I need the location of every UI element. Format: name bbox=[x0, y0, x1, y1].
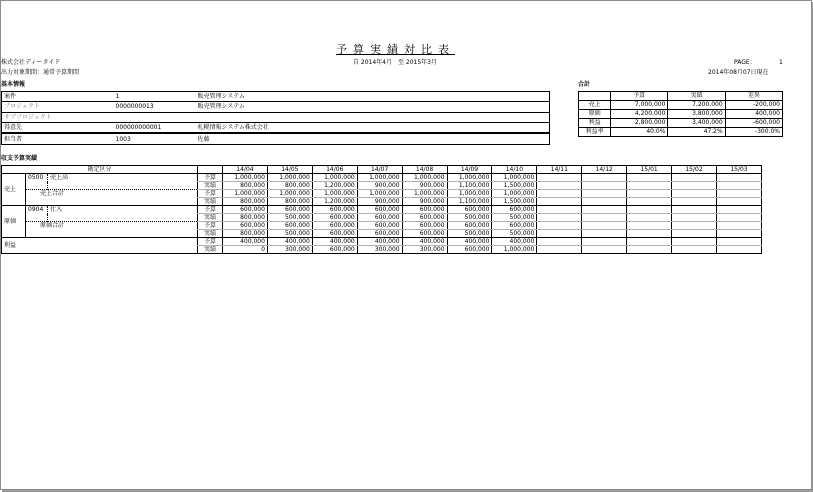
monthly-table bbox=[1, 165, 762, 254]
amount-cell bbox=[716, 206, 761, 214]
amount-cell bbox=[582, 230, 627, 238]
basic-info-title: 基本情報 bbox=[1, 81, 26, 88]
amount-cell: 400,000 bbox=[447, 238, 492, 246]
budget-label: 予算 bbox=[198, 206, 223, 214]
summary-header: 予算 bbox=[611, 92, 668, 101]
amount-cell bbox=[537, 238, 582, 246]
budget-label: 予算 bbox=[198, 174, 223, 182]
month-header: 15/01 bbox=[627, 166, 672, 174]
amount-cell bbox=[627, 206, 672, 214]
monthly-row bbox=[2, 174, 762, 182]
group-label: 利益 bbox=[2, 238, 26, 254]
account-header: 勘定区分 bbox=[2, 166, 198, 174]
month-header: 14/06 bbox=[312, 166, 357, 174]
summary-budget: 7,000,000 bbox=[611, 101, 668, 110]
info-value bbox=[196, 112, 550, 122]
amount-cell bbox=[582, 198, 627, 206]
summary-diff: 400,000 bbox=[725, 110, 782, 119]
amount-cell: 1,000,000 bbox=[447, 190, 492, 198]
amount-cell bbox=[627, 246, 672, 254]
amount-cell: 1,000,000 bbox=[267, 174, 312, 182]
month-header: 14/08 bbox=[402, 166, 447, 174]
amount-cell bbox=[627, 174, 672, 182]
account-total-name: 売上合計 bbox=[26, 190, 198, 206]
summary-actual: 3,400,000 bbox=[668, 119, 725, 128]
amount-cell: 400,000 bbox=[223, 238, 268, 246]
amount-cell: 1,100,000 bbox=[447, 182, 492, 190]
amount-cell bbox=[627, 182, 672, 190]
amount-cell bbox=[716, 222, 761, 230]
amount-cell: 600,000 bbox=[312, 230, 357, 238]
amount-cell: 1,000,000 bbox=[447, 174, 492, 182]
info-label: サブプロジェクト bbox=[2, 112, 114, 122]
amount-cell bbox=[672, 238, 717, 246]
info-label: 担当者 bbox=[2, 133, 114, 144]
amount-cell: 1,000,000 bbox=[312, 190, 357, 198]
amount-cell: 900,000 bbox=[402, 198, 447, 206]
as-of-date: 2014年08月07日現在 bbox=[708, 69, 769, 76]
month-header: 15/03 bbox=[716, 166, 761, 174]
actual-label: 実績 bbox=[198, 246, 223, 254]
amount-cell: 800,000 bbox=[267, 182, 312, 190]
amount-cell: 1,000,000 bbox=[402, 174, 447, 182]
amount-cell: 1,000,000 bbox=[312, 174, 357, 182]
summary-header-row bbox=[579, 92, 783, 101]
info-row bbox=[2, 112, 550, 122]
type-header bbox=[198, 166, 223, 174]
amount-cell: 800,000 bbox=[223, 230, 268, 238]
amount-cell: 600,000 bbox=[312, 214, 357, 222]
amount-cell bbox=[582, 206, 627, 214]
date-range: 自 2014年4月 至 2015年3月 bbox=[353, 59, 437, 66]
amount-cell: 400,000 bbox=[402, 238, 447, 246]
monthly-row bbox=[2, 238, 762, 246]
page-label: PAGE： bbox=[734, 59, 756, 66]
amount-cell: 1,000,000 bbox=[492, 174, 537, 182]
amount-cell: 600,000 bbox=[357, 230, 402, 238]
month-header: 14/12 bbox=[582, 166, 627, 174]
amount-cell: 600,000 bbox=[402, 206, 447, 214]
amount-cell bbox=[672, 246, 717, 254]
group-spacer bbox=[26, 238, 198, 254]
summary-diff: -600,000 bbox=[725, 119, 782, 128]
monthly-row bbox=[2, 222, 762, 230]
info-label: プロジェクト bbox=[2, 102, 114, 112]
budget-label: 予算 bbox=[198, 222, 223, 230]
amount-cell: 1,000,000 bbox=[357, 174, 402, 182]
amount-cell: 900,000 bbox=[357, 198, 402, 206]
amount-cell bbox=[627, 222, 672, 230]
info-value: 佐藤 bbox=[196, 133, 550, 144]
amount-cell: 1,000,000 bbox=[492, 190, 537, 198]
info-row bbox=[2, 122, 550, 133]
amount-cell: 600,000 bbox=[223, 222, 268, 230]
amount-cell bbox=[627, 198, 672, 206]
amount-cell: 1,000,000 bbox=[402, 190, 447, 198]
amount-cell bbox=[537, 214, 582, 222]
company-name: 株式会社ディータイド bbox=[1, 59, 61, 66]
summary-budget: 2,800,000 bbox=[611, 119, 668, 128]
amount-cell bbox=[537, 190, 582, 198]
amount-cell: 1,000,000 bbox=[492, 246, 537, 254]
info-value: 販売管理システム bbox=[196, 102, 550, 112]
amount-cell bbox=[672, 174, 717, 182]
amount-cell: 300,000 bbox=[357, 246, 402, 254]
amount-cell bbox=[672, 230, 717, 238]
amount-cell bbox=[627, 238, 672, 246]
amount-cell: 600,000 bbox=[447, 246, 492, 254]
amount-cell: 400,000 bbox=[267, 238, 312, 246]
amount-cell: 500,000 bbox=[447, 230, 492, 238]
amount-cell bbox=[672, 190, 717, 198]
amount-cell bbox=[582, 190, 627, 198]
month-header: 14/05 bbox=[267, 166, 312, 174]
actual-label: 実績 bbox=[198, 182, 223, 190]
amount-cell bbox=[716, 238, 761, 246]
amount-cell bbox=[672, 206, 717, 214]
amount-cell bbox=[627, 214, 672, 222]
amount-cell: 600,000 bbox=[357, 222, 402, 230]
monthly-row bbox=[2, 206, 762, 214]
info-code: 1003 bbox=[114, 133, 196, 144]
summary-actual: 3,800,000 bbox=[668, 110, 725, 119]
summary-diff: -300.0% bbox=[725, 128, 782, 137]
amount-cell bbox=[716, 182, 761, 190]
amount-cell: 600,000 bbox=[492, 206, 537, 214]
amount-cell bbox=[582, 214, 627, 222]
amount-cell: 500,000 bbox=[492, 214, 537, 222]
summary-header: 実績 bbox=[668, 92, 725, 101]
amount-cell: 600,000 bbox=[447, 222, 492, 230]
summary-header: 差異 bbox=[725, 92, 782, 101]
info-label: 案件 bbox=[2, 92, 114, 102]
amount-cell bbox=[582, 222, 627, 230]
month-header: 14/10 bbox=[492, 166, 537, 174]
summary-row bbox=[579, 119, 783, 128]
amount-cell bbox=[716, 198, 761, 206]
amount-cell: 600,000 bbox=[402, 222, 447, 230]
budget-label: 予算 bbox=[198, 238, 223, 246]
amount-cell: 600,000 bbox=[312, 206, 357, 214]
amount-cell: 900,000 bbox=[402, 182, 447, 190]
amount-cell: 300,000 bbox=[267, 246, 312, 254]
amount-cell: 800,000 bbox=[267, 198, 312, 206]
amount-cell bbox=[716, 246, 761, 254]
group-label: 原価 bbox=[2, 206, 26, 238]
month-header: 14/11 bbox=[537, 166, 582, 174]
monthly-row bbox=[2, 190, 762, 198]
amount-cell: 800,000 bbox=[223, 214, 268, 222]
amount-cell: 800,000 bbox=[223, 182, 268, 190]
amount-cell bbox=[537, 174, 582, 182]
summary-label: 売上 bbox=[579, 101, 611, 110]
amount-cell bbox=[716, 190, 761, 198]
summary-actual: 7,200,000 bbox=[668, 101, 725, 110]
amount-cell bbox=[537, 230, 582, 238]
account-code: 0904 bbox=[26, 206, 48, 222]
amount-cell: 1,000,000 bbox=[223, 190, 268, 198]
amount-cell: 600,000 bbox=[447, 206, 492, 214]
amount-cell bbox=[716, 214, 761, 222]
info-label: 得意先 bbox=[2, 122, 114, 133]
amount-cell bbox=[672, 182, 717, 190]
account-total-name: 原価合計 bbox=[26, 222, 198, 238]
amount-cell bbox=[672, 198, 717, 206]
page-number: 1 bbox=[779, 59, 783, 66]
amount-cell bbox=[537, 222, 582, 230]
info-value: 販売管理システム bbox=[196, 92, 550, 102]
amount-cell: 600,000 bbox=[267, 206, 312, 214]
amount-cell: 600,000 bbox=[357, 206, 402, 214]
amount-cell bbox=[537, 198, 582, 206]
info-code bbox=[114, 112, 196, 122]
summary-label: 原価 bbox=[579, 110, 611, 119]
amount-cell: 600,000 bbox=[357, 214, 402, 222]
summary-header bbox=[579, 92, 611, 101]
amount-cell bbox=[582, 238, 627, 246]
amount-cell: 400,000 bbox=[492, 238, 537, 246]
amount-cell: 500,000 bbox=[267, 230, 312, 238]
amount-cell: 600,000 bbox=[312, 222, 357, 230]
budget-label: 予算 bbox=[198, 190, 223, 198]
summary-label: 利益 bbox=[579, 119, 611, 128]
info-row bbox=[2, 92, 550, 102]
amount-cell: 600,000 bbox=[492, 222, 537, 230]
amount-cell: 1,000,000 bbox=[223, 174, 268, 182]
month-header: 14/04 bbox=[223, 166, 268, 174]
amount-cell: 500,000 bbox=[447, 214, 492, 222]
amount-cell bbox=[627, 230, 672, 238]
amount-cell: 600,000 bbox=[223, 206, 268, 214]
report-title: 予算実績対比表 bbox=[336, 43, 455, 56]
amount-cell: 1,000,000 bbox=[357, 190, 402, 198]
amount-cell: 1,200,000 bbox=[312, 182, 357, 190]
amount-cell: 300,000 bbox=[402, 246, 447, 254]
info-code: 1 bbox=[114, 92, 196, 102]
amount-cell: 600,000 bbox=[267, 222, 312, 230]
amount-cell bbox=[716, 174, 761, 182]
info-code: 0000000013 bbox=[114, 102, 196, 112]
summary-table bbox=[578, 91, 783, 137]
summary-row bbox=[579, 101, 783, 110]
amount-cell: 0 bbox=[223, 246, 268, 254]
summary-budget: 4,200,000 bbox=[611, 110, 668, 119]
amount-cell bbox=[672, 222, 717, 230]
amount-cell bbox=[537, 182, 582, 190]
info-code: 000000000001 bbox=[114, 122, 196, 133]
amount-cell bbox=[716, 230, 761, 238]
amount-cell: 600,000 bbox=[402, 230, 447, 238]
info-value: 札幌情報システム株式会社 bbox=[196, 122, 550, 133]
group-label: 売上 bbox=[2, 174, 26, 206]
summary-budget: 40.0% bbox=[611, 128, 668, 137]
amount-cell: 900,000 bbox=[357, 182, 402, 190]
basic-info-table bbox=[1, 91, 550, 145]
monthly-header-row bbox=[2, 166, 762, 174]
account-name: 売上高 bbox=[50, 174, 69, 181]
amount-cell: 600,000 bbox=[312, 246, 357, 254]
output-period-label: 出力対象期間：通常予算期間 bbox=[1, 69, 80, 76]
amount-cell bbox=[537, 206, 582, 214]
amount-cell: 400,000 bbox=[357, 238, 402, 246]
amount-cell bbox=[582, 174, 627, 182]
amount-cell: 500,000 bbox=[492, 230, 537, 238]
amount-cell bbox=[672, 214, 717, 222]
amount-cell bbox=[627, 190, 672, 198]
amount-cell: 800,000 bbox=[223, 198, 268, 206]
month-header: 15/02 bbox=[672, 166, 717, 174]
amount-cell: 500,000 bbox=[267, 214, 312, 222]
amount-cell bbox=[582, 246, 627, 254]
account-code: 0500 bbox=[26, 174, 48, 190]
account-name: 仕入 bbox=[50, 206, 63, 213]
summary-actual: 47.2% bbox=[668, 128, 725, 137]
amount-cell: 1,100,000 bbox=[447, 198, 492, 206]
month-header: 14/07 bbox=[357, 166, 402, 174]
amount-cell: 600,000 bbox=[402, 214, 447, 222]
actual-label: 実績 bbox=[198, 214, 223, 222]
summary-row bbox=[579, 128, 783, 137]
summary-title: 合計 bbox=[578, 81, 591, 88]
summary-label: 利益率 bbox=[579, 128, 611, 137]
summary-row bbox=[579, 110, 783, 119]
info-row bbox=[2, 102, 550, 112]
month-header: 14/09 bbox=[447, 166, 492, 174]
amount-cell: 1,500,000 bbox=[492, 182, 537, 190]
summary-diff: -200,000 bbox=[725, 101, 782, 110]
amount-cell bbox=[537, 246, 582, 254]
actual-label: 実績 bbox=[198, 230, 223, 238]
amount-cell: 1,000,000 bbox=[267, 190, 312, 198]
amount-cell: 400,000 bbox=[312, 238, 357, 246]
monthly-title: 収支予算実績 bbox=[1, 155, 38, 162]
amount-cell bbox=[582, 182, 627, 190]
info-row bbox=[2, 133, 550, 144]
actual-label: 実績 bbox=[198, 198, 223, 206]
amount-cell: 1,200,000 bbox=[312, 198, 357, 206]
amount-cell: 1,500,000 bbox=[492, 198, 537, 206]
